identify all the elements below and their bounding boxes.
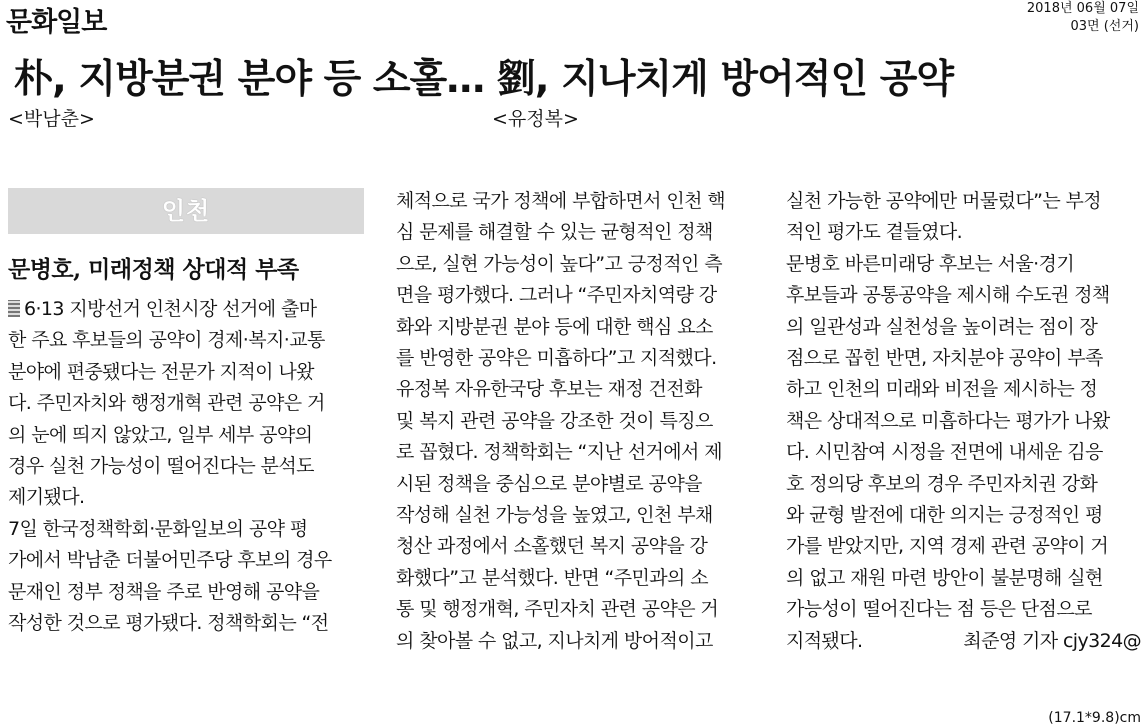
text-line: 의 찾아볼 수 없고, 지나치게 방어적이고	[396, 629, 713, 652]
text-line: 후보들과 공통공약을 제시해 수도권 정책	[786, 284, 1110, 307]
column-1-body	[8, 294, 366, 639]
byline: 최준영 기자 cjy324@	[963, 629, 1141, 652]
text-line: 의 눈에 띄지 않았고, 일부 세부 공약의	[8, 423, 313, 446]
text-line: 제기됐다.	[8, 486, 85, 509]
text-line: 화와 지방분권 분야 등에 대한 핵심 요소	[396, 315, 713, 338]
text-line: 분야에 편중됐다는 전문가 지적이 나왔	[8, 360, 314, 383]
text-line: 심 문제를 해결할 수 있는 균형적인 정책	[396, 221, 713, 244]
text-line: 청산 과정에서 소홀했던 복지 공약을 강	[396, 535, 708, 558]
text-line: 6·13 지방선거 인천시장 선거에 출마	[24, 298, 317, 320]
closing-text: 지적됐다.	[786, 629, 863, 652]
text-line: 통 및 행정개혁, 주민자치 관련 공약은 거	[396, 598, 719, 621]
text-line: 의 없고 재원 마련 방안이 불분명해 실현	[786, 566, 1103, 589]
headline: 朴, 지방분권 분야 등 소홀… 劉, 지나치게 방어적인 공약	[14, 57, 954, 102]
byline-row	[786, 626, 1141, 657]
text-line: 와 균형 발전에 대한 의지는 긍정적인 평	[786, 504, 1103, 527]
text-line: 작성한 것으로 평가됐다. 정책학회는 “전	[8, 612, 329, 635]
text-line: 유정복 자유한국당 후보는 재정 건전화	[396, 378, 702, 401]
text-line: 점으로 꼽힌 반면, 자치분야 공약이 부족	[786, 347, 1103, 370]
page-section: 03면 (선거)	[1070, 19, 1139, 34]
text-line: 호 정의당 후보의 경우 주민자치권 강화	[786, 472, 1098, 495]
text-line: 화했다”고 분석했다. 반면 “주민과의 소	[396, 566, 708, 589]
section-label: 인천	[8, 188, 364, 234]
text-line: 체적으로 국가 정책에 부합하면서 인천 핵	[396, 190, 726, 212]
text-line: 경우 실천 가능성이 떨어진다는 분석도	[8, 455, 314, 478]
text-line: 가를 받았지만, 지역 경제 관련 공약이 거	[786, 535, 1109, 558]
text-line: 가능성이 떨어진다는 점 등은 단점으로	[786, 598, 1092, 621]
photo-caption-1: <박남춘>	[8, 108, 95, 130]
masthead: 문화일보	[6, 7, 107, 38]
text-line: 다. 시민참여 시정을 전면에 내세운 김응	[786, 441, 1103, 464]
column-1	[8, 188, 366, 639]
article-size: (17.1*9.8)cm	[1048, 710, 1141, 726]
text-line: 를 반영한 공약은 미흡하다”고 지적했다.	[396, 347, 717, 370]
column-3	[786, 186, 1141, 657]
text-line: 적인 평가도 곁들였다.	[786, 221, 963, 244]
text-line: 책은 상대적으로 미흡하다는 평가가 나왔	[786, 409, 1110, 432]
column-2	[396, 186, 754, 657]
text-line: 로 꼽혔다. 정책학회는 “지난 선거에서 제	[396, 441, 722, 464]
lead-marker-icon	[8, 300, 20, 317]
text-line: 시된 정책을 중심으로 분야별로 공약을	[396, 472, 702, 495]
dateline	[1027, 0, 1139, 36]
text-line: 으로, 실현 가능성이 높다”고 긍정적인 측	[396, 252, 722, 275]
photo-caption-2: <유정복>	[492, 108, 579, 130]
text-line: 실천 가능한 공약에만 머물렀다”는 부정	[786, 190, 1102, 212]
text-line: 면을 평가했다. 그러나 “주민자치역량 강	[396, 284, 717, 307]
text-line: 의 일관성과 실천성을 높이려는 점이 장	[786, 315, 1098, 338]
column-3-body	[786, 186, 1141, 626]
text-line: 하고 인천의 미래와 비전을 제시하는 정	[786, 378, 1098, 401]
text-line: 7일 한국정책학회·문화일보의 공약 평	[8, 517, 308, 540]
text-line: 다. 주민자치와 행정개혁 관련 공약은 거	[8, 392, 325, 415]
text-line: 작성해 실천 가능성을 높였고, 인천 부채	[396, 504, 713, 527]
text-line: 한 주요 후보들의 공약이 경제·복지·교통	[8, 329, 325, 352]
text-line: 문재인 정부 정책을 주로 반영해 공약을	[8, 580, 320, 603]
text-line: 가에서 박남춘 더불어민주당 후보의 경우	[8, 549, 332, 572]
publish-date: 2018년 06월 07일	[1026, 1, 1139, 16]
subhead: 문병호, 미래정책 상대적 부족	[8, 256, 299, 283]
text-line: 및 복지 관련 공약을 강조한 것이 특징으	[396, 409, 713, 432]
text-line: 문병호 바른미래당 후보는 서울·경기	[786, 252, 1075, 275]
